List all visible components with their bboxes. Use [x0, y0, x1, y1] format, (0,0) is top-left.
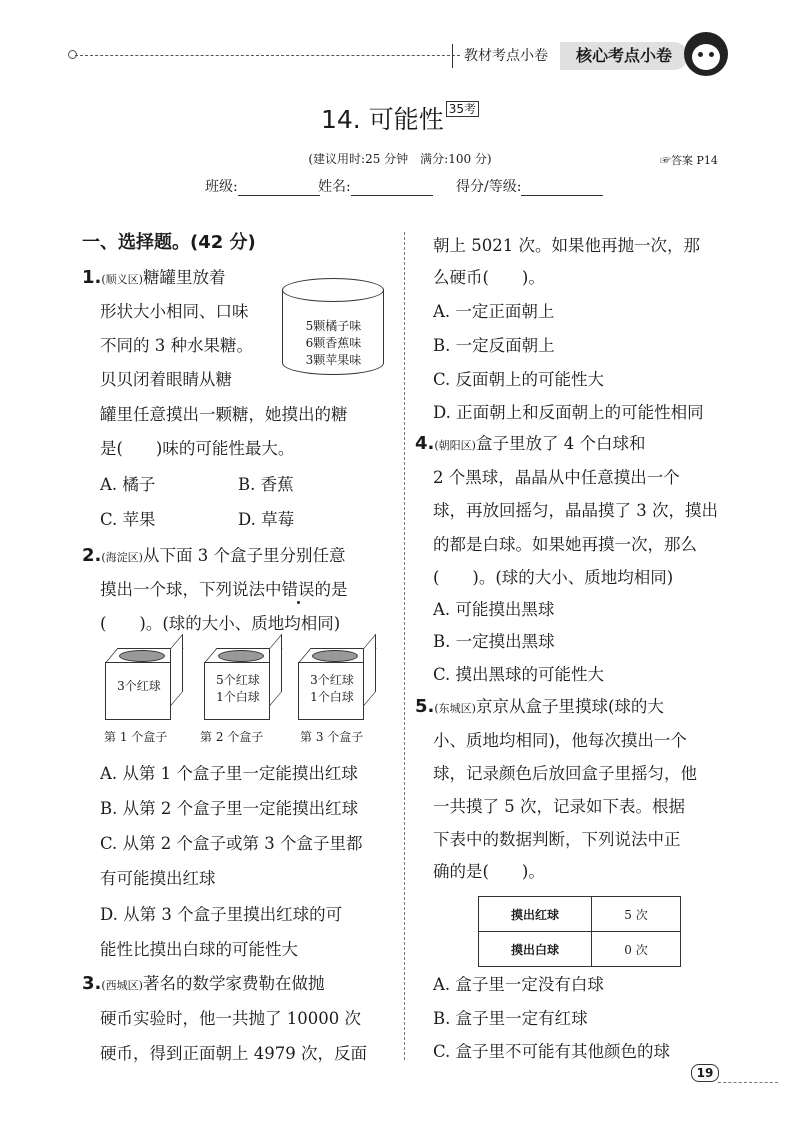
- q1-line2: 形状大小相同、口味: [100, 302, 249, 321]
- q2-option-c-cont: 有可能摸出红球: [100, 869, 216, 888]
- q3-line3: 硬币，得到正面朝上 4979 次，反面: [100, 1044, 367, 1063]
- footer-dashed-line: [718, 1082, 778, 1083]
- q3-line4: 朝上 5021 次。如果他再抛一次，那: [433, 236, 700, 255]
- cartoon-boy-icon: [684, 32, 728, 76]
- q2-line2: 摸出一个球，下列说法中错误的是: [100, 580, 348, 599]
- q5-option-a[interactable]: A. 盒子里一定没有白球: [433, 975, 604, 994]
- q2-option-d[interactable]: D. 从第 3 个盒子里摸出红球的可: [100, 905, 343, 924]
- jar-label-orange: 5颗橘子味: [305, 319, 362, 333]
- q3-option-d[interactable]: D. 正面朝上和反面朝上的可能性相同: [433, 403, 704, 422]
- q4-line5: ( )。(球的大小、质地均相同): [433, 568, 674, 587]
- q2-option-b[interactable]: B. 从第 2 个盒子里一定能摸出红球: [100, 799, 359, 818]
- table-row: [479, 932, 681, 967]
- box3-label-red: 3个红球: [310, 673, 354, 687]
- table-row: [479, 897, 681, 932]
- q4-option-c[interactable]: C. 摸出黑球的可能性大: [433, 665, 605, 684]
- q3-line1: 3.(西城区)著名的数学家费勒在做抛: [82, 973, 325, 994]
- suggested-time: (建议用时:25 分钟 满分:100 分): [308, 152, 492, 166]
- table-cell-value: 5 次: [592, 897, 681, 932]
- q1-option-c[interactable]: C. 苹果: [100, 510, 156, 529]
- q2-option-d-cont: 能性比摸出白球的可能性大: [100, 940, 298, 959]
- box3-label-white: 1个白球: [310, 690, 354, 704]
- column-divider: [404, 232, 405, 1060]
- q3-line5: 么硬币( )。: [433, 268, 545, 287]
- ball-box-3: [298, 648, 374, 720]
- box3-caption: 第 3 个盒子: [300, 730, 364, 744]
- q4-line4: 的都是白球。如果她再摸一次，那么: [433, 535, 697, 554]
- jar-label-banana: 6颗香蕉味: [305, 336, 362, 350]
- q5-line6: 确的是( )。: [433, 862, 545, 881]
- q1-option-b[interactable]: B. 香蕉: [238, 475, 294, 494]
- page-title: 14. 可能性 $^{35考}$: [0, 100, 800, 136]
- q4-option-a[interactable]: A. 可能摸出黑球: [433, 600, 555, 619]
- q4-line1: 4.(朝阳区)盒子里放了 4 个白球和: [415, 433, 646, 454]
- q5-line4: 一共摸了 5 次，记录如下表。根据: [433, 797, 685, 816]
- q2-option-a[interactable]: A. 从第 1 个盒子里一定能摸出红球: [100, 764, 358, 783]
- class-field[interactable]: 班级:: [205, 176, 320, 196]
- q1-option-d[interactable]: D. 草莓: [238, 510, 295, 529]
- answer-reference: ☞答案 P14: [660, 154, 718, 167]
- jar-label-apple: 3颗苹果味: [305, 353, 362, 367]
- q5-line3: 球，记录颜色后放回盒子里摇匀，他: [433, 764, 697, 783]
- ball-box-2: [204, 648, 280, 720]
- q1-line5: 罐里任意摸出一颗糖，她摸出的糖: [100, 405, 348, 424]
- q2-line1: 2.(海淀区)从下面 3 个盒子里分别任意: [82, 545, 346, 566]
- q5-line1: 5.(东城区)京京从盒子里摸球(球的大: [415, 696, 664, 717]
- q1-line6: 是( )味的可能性最大。: [100, 439, 295, 458]
- name-field[interactable]: 姓名:: [318, 176, 433, 196]
- tab-core-quiz: 核心考点小卷: [560, 42, 688, 70]
- record-table: [478, 896, 681, 967]
- q2-option-c[interactable]: C. 从第 2 个盒子或第 3 个盒子里都: [100, 834, 363, 853]
- q5-line5: 下表中的数据判断，下列说法中正: [433, 830, 681, 849]
- section-heading: 一、选择题。(42 分): [82, 232, 256, 253]
- q4-option-b[interactable]: B. 一定摸出黑球: [433, 632, 555, 651]
- q5-option-c[interactable]: C. 盒子里不可能有其他颜色的球: [433, 1042, 671, 1061]
- q4-line3: 球，再放回摇匀，晶晶摸了 3 次，摸出: [433, 501, 718, 520]
- box1-caption: 第 1 个盒子: [104, 730, 168, 744]
- score-field[interactable]: 得分/等级:: [456, 176, 603, 196]
- q1-line3: 不同的 3 种水果糖。: [100, 336, 253, 355]
- q1-option-a[interactable]: A. 橘子: [100, 475, 156, 494]
- box2-label-red: 5个红球: [216, 673, 260, 687]
- table-cell-value: 0 次: [592, 932, 681, 967]
- page-number: 19: [691, 1064, 719, 1082]
- box2-label-white: 1个白球: [216, 690, 260, 704]
- tab-textbook-quiz: 教材考点小卷: [452, 44, 559, 68]
- q5-option-b[interactable]: B. 盒子里一定有红球: [433, 1009, 588, 1028]
- q2-line3: ( )。(球的大小、质地均相同): [100, 614, 341, 633]
- ball-box-1: [105, 648, 181, 720]
- exam-frequency-tag: 35考: [446, 101, 479, 117]
- box2-caption: 第 2 个盒子: [200, 730, 264, 744]
- q2-emphasis-wrong: 错误: [281, 580, 315, 599]
- table-cell-label: 摸出白球: [479, 932, 592, 967]
- q3-line2: 硬币实验时，他一共抛了 10000 次: [100, 1009, 361, 1028]
- q3-option-c[interactable]: C. 反面朝上的可能性大: [433, 370, 605, 389]
- q1-line4: 贝贝闭着眼睛从糖: [100, 370, 232, 389]
- q1-line1: 1.(顺义区)糖罐里放着: [82, 267, 226, 288]
- table-cell-label: 摸出红球: [479, 897, 592, 932]
- box1-label: 3个红球: [117, 679, 161, 693]
- header-dashed-line: [75, 55, 460, 56]
- candy-jar: [282, 278, 386, 386]
- q4-line2: 2 个黑球，晶晶从中任意摸出一个: [433, 468, 680, 487]
- q5-line2: 小、质地均相同)，他每次摸出一个: [433, 731, 687, 750]
- q3-option-b[interactable]: B. 一定反面朝上: [433, 336, 555, 355]
- q3-option-a[interactable]: A. 一定正面朝上: [433, 302, 555, 321]
